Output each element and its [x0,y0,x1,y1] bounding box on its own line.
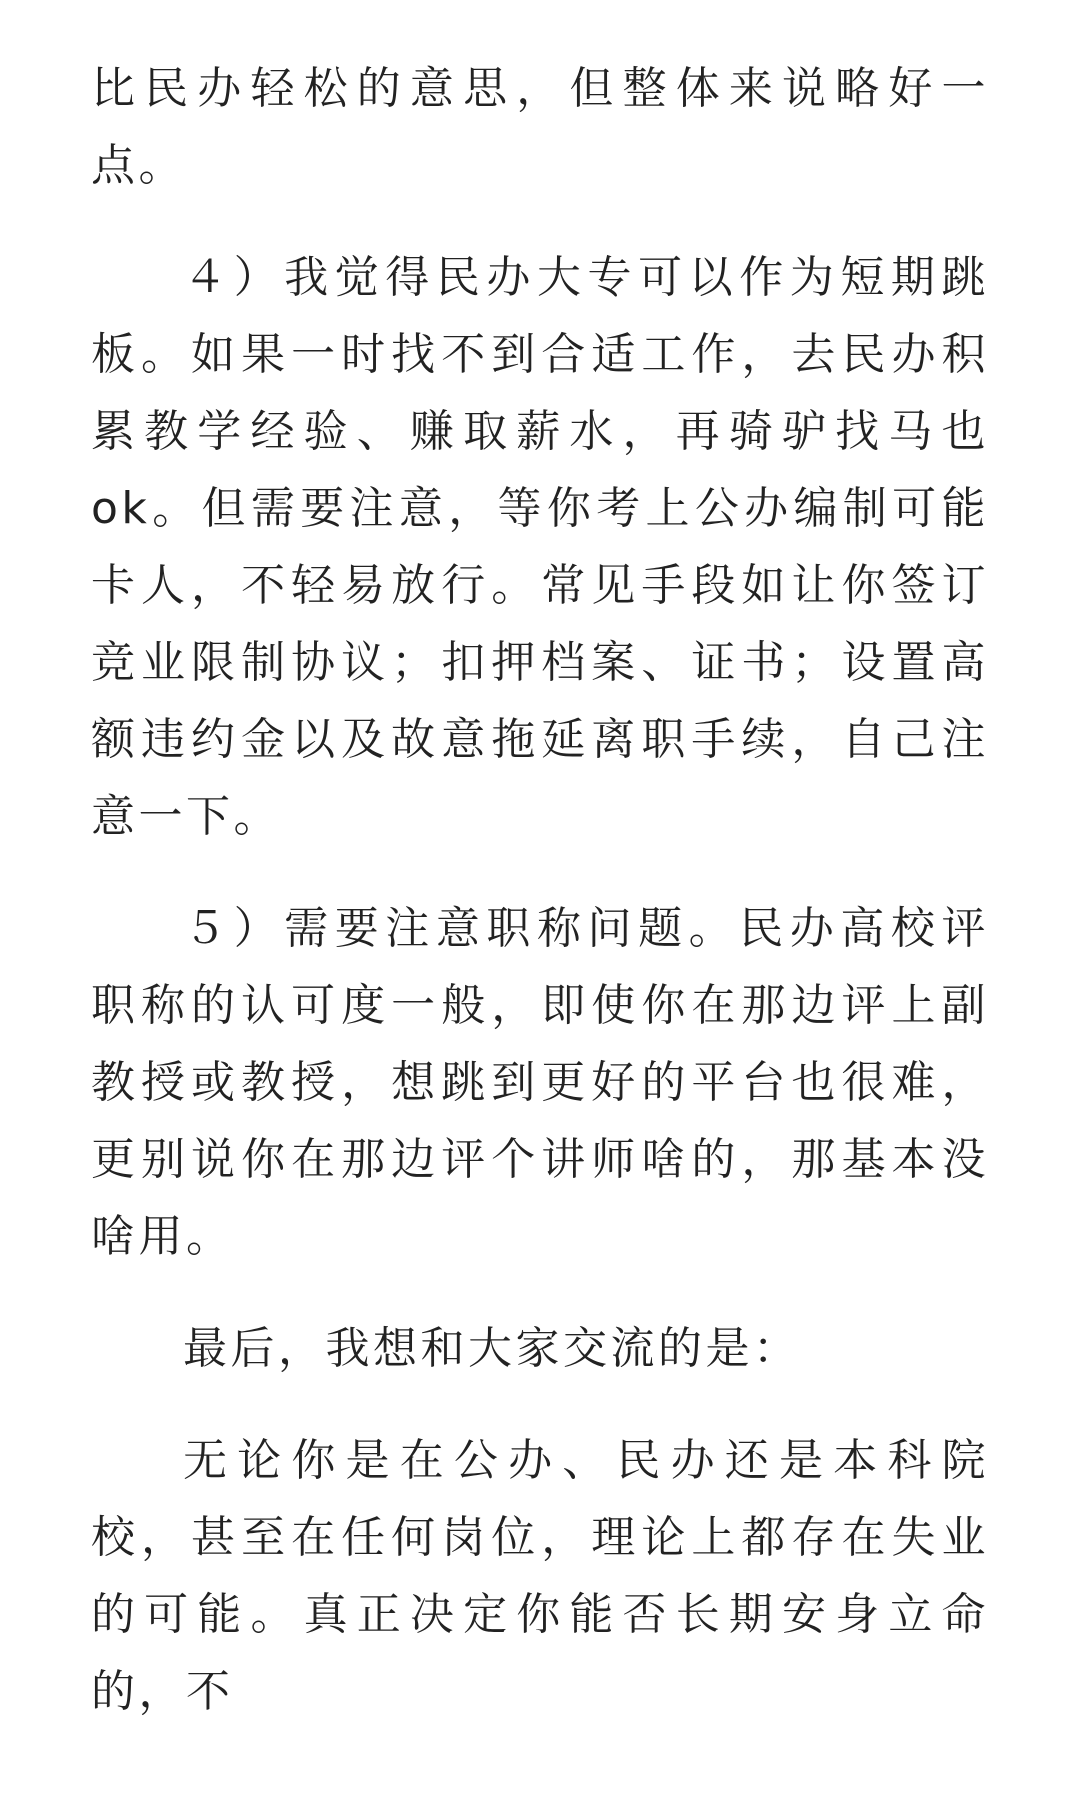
paragraph-point-4: ４）我觉得民办大专可以作为短期跳板。如果一时找不到合适工作，去民办积累教学经验、赚取薪水，再骑驴找马也ok。但需要注意，等你考上公办编制可能卡人，不轻易放行。常见手段如让你签订竞业限制协议；扣押档案、证书；设置高额违约金以及故意拖延离职手续，自己注意一下。 [91,252,989,842]
paragraph-closing-body: 无论你是在公办、民办还是本科院校，甚至在任何岗位，理论上都存在失业的可能。真正决定你能否长期安身立命的，不 [91,1435,989,1717]
article-body [91,50,989,1765]
paragraph-point-5: ５）需要注意职称问题。民办高校评职称的认可度一般，即使你在那边评上副教授或教授，想跳到更好的平台也很难，更别说你在那边评个讲师啥的，那基本没啥用。 [91,903,989,1262]
paragraph-continuation: 比民办轻松的意思，但整体来说略好一点。 [91,63,989,191]
paragraph-closing-intro: 最后，我想和大家交流的是： [183,1323,801,1374]
